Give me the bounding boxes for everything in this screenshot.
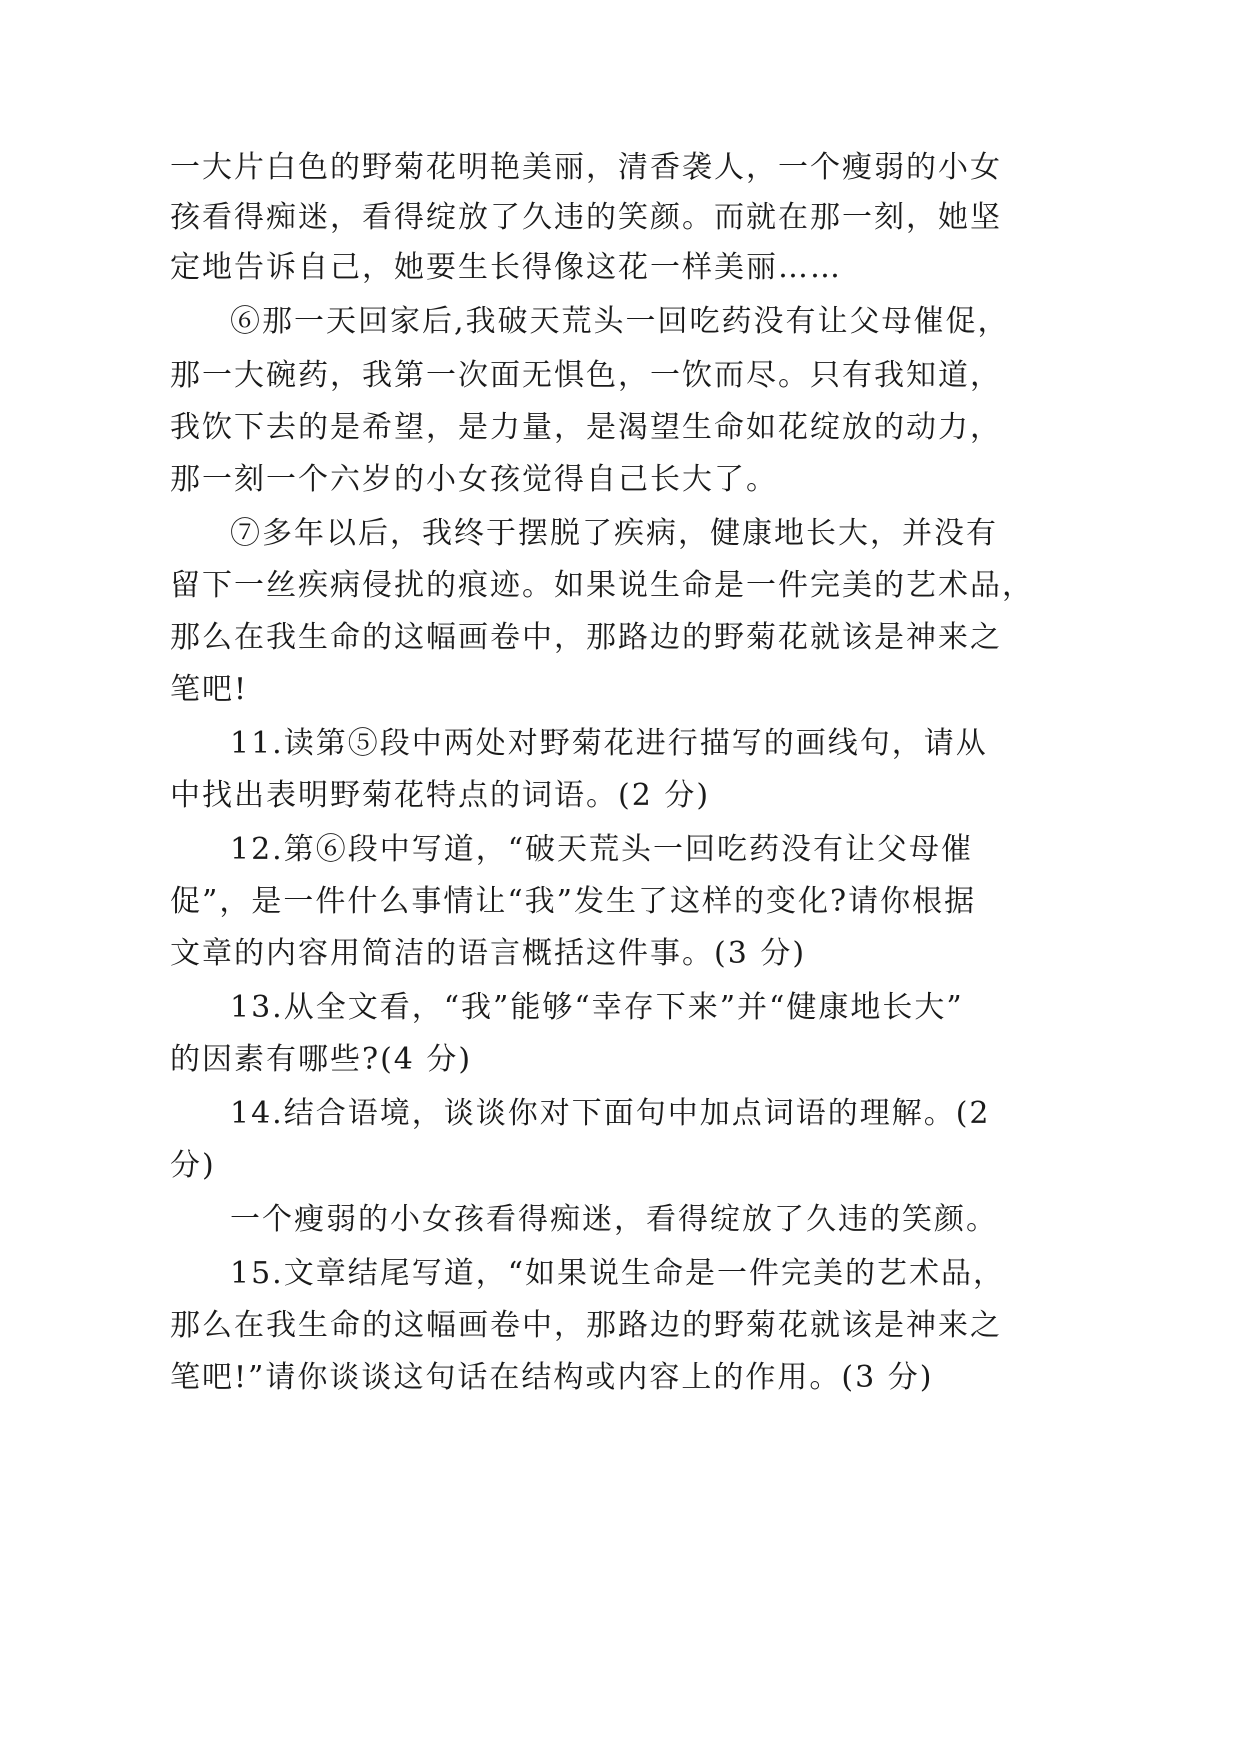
text-line: 笔吧!”请你谈谈这句话在结构或内容上的作用。(3 分) [170, 1360, 934, 1395]
text-line: 那么在我生命的这幅画卷中，那路边的野菊花就该是神来之 [170, 620, 1002, 655]
question-11: 11.读第⑤段中两处对野菊花进行描写的画线句，请从 [230, 726, 988, 761]
text-line: 那一大碗药，我第一次面无惧色，一饮而尽。只有我知道， [170, 358, 1002, 393]
text-line: 那么在我生命的这幅画卷中，那路边的野菊花就该是神来之 [170, 1308, 1002, 1343]
text-line: 留下一丝疾病侵扰的痕迹。如果说生命是一件完美的艺术品， [170, 568, 1034, 603]
quoted-sentence: 一个瘦弱的小女孩看得痴迷，看得绽放了久违的笑颜。 [230, 1202, 998, 1237]
paragraph-7-start: ⑦多年以后，我终于摆脱了疾病，健康地长大，并没有 [230, 516, 998, 551]
text-line: 文章的内容用简洁的语言概括这件事。(3 分) [170, 936, 807, 971]
question-15: 15.文章结尾写道，“如果说生命是一件完美的艺术品， [230, 1256, 1006, 1291]
text-line: 促”，是一件什么事情让“我”发生了这样的变化?请你根据 [170, 884, 977, 919]
text-line: 一大片白色的野菊花明艳美丽，清香袭人，一个瘦弱的小女 [170, 150, 1002, 185]
text-line: 笔吧! [170, 672, 249, 707]
question-13: 13.从全文看，“我”能够“幸存下来”并“健康地长大” [230, 990, 964, 1025]
text-line: 的因素有哪些?(4 分) [170, 1042, 473, 1077]
question-12: 12.第⑥段中写道，“破天荒头一回吃药没有让父母催 [230, 832, 974, 867]
text-line: 我饮下去的是希望，是力量，是渴望生命如花绽放的动力， [170, 410, 1002, 445]
text-line: 孩看得痴迷，看得绽放了久违的笑颜。而就在那一刻，她坚 [170, 200, 1002, 235]
text-line: 那一刻一个六岁的小女孩觉得自己长大了。 [170, 462, 778, 497]
question-14: 14.结合语境，谈谈你对下面句中加点词语的理解。(2 [230, 1096, 991, 1131]
text-line: 中找出表明野菊花特点的词语。(2 分) [170, 778, 711, 813]
text-line: 定地告诉自己，她要生长得像这花一样美丽…… [170, 250, 842, 285]
paragraph-6-start: ⑥那一天回家后,我破天荒头一回吃药没有让父母催促， [230, 304, 1010, 339]
text-line: 分) [170, 1148, 216, 1183]
